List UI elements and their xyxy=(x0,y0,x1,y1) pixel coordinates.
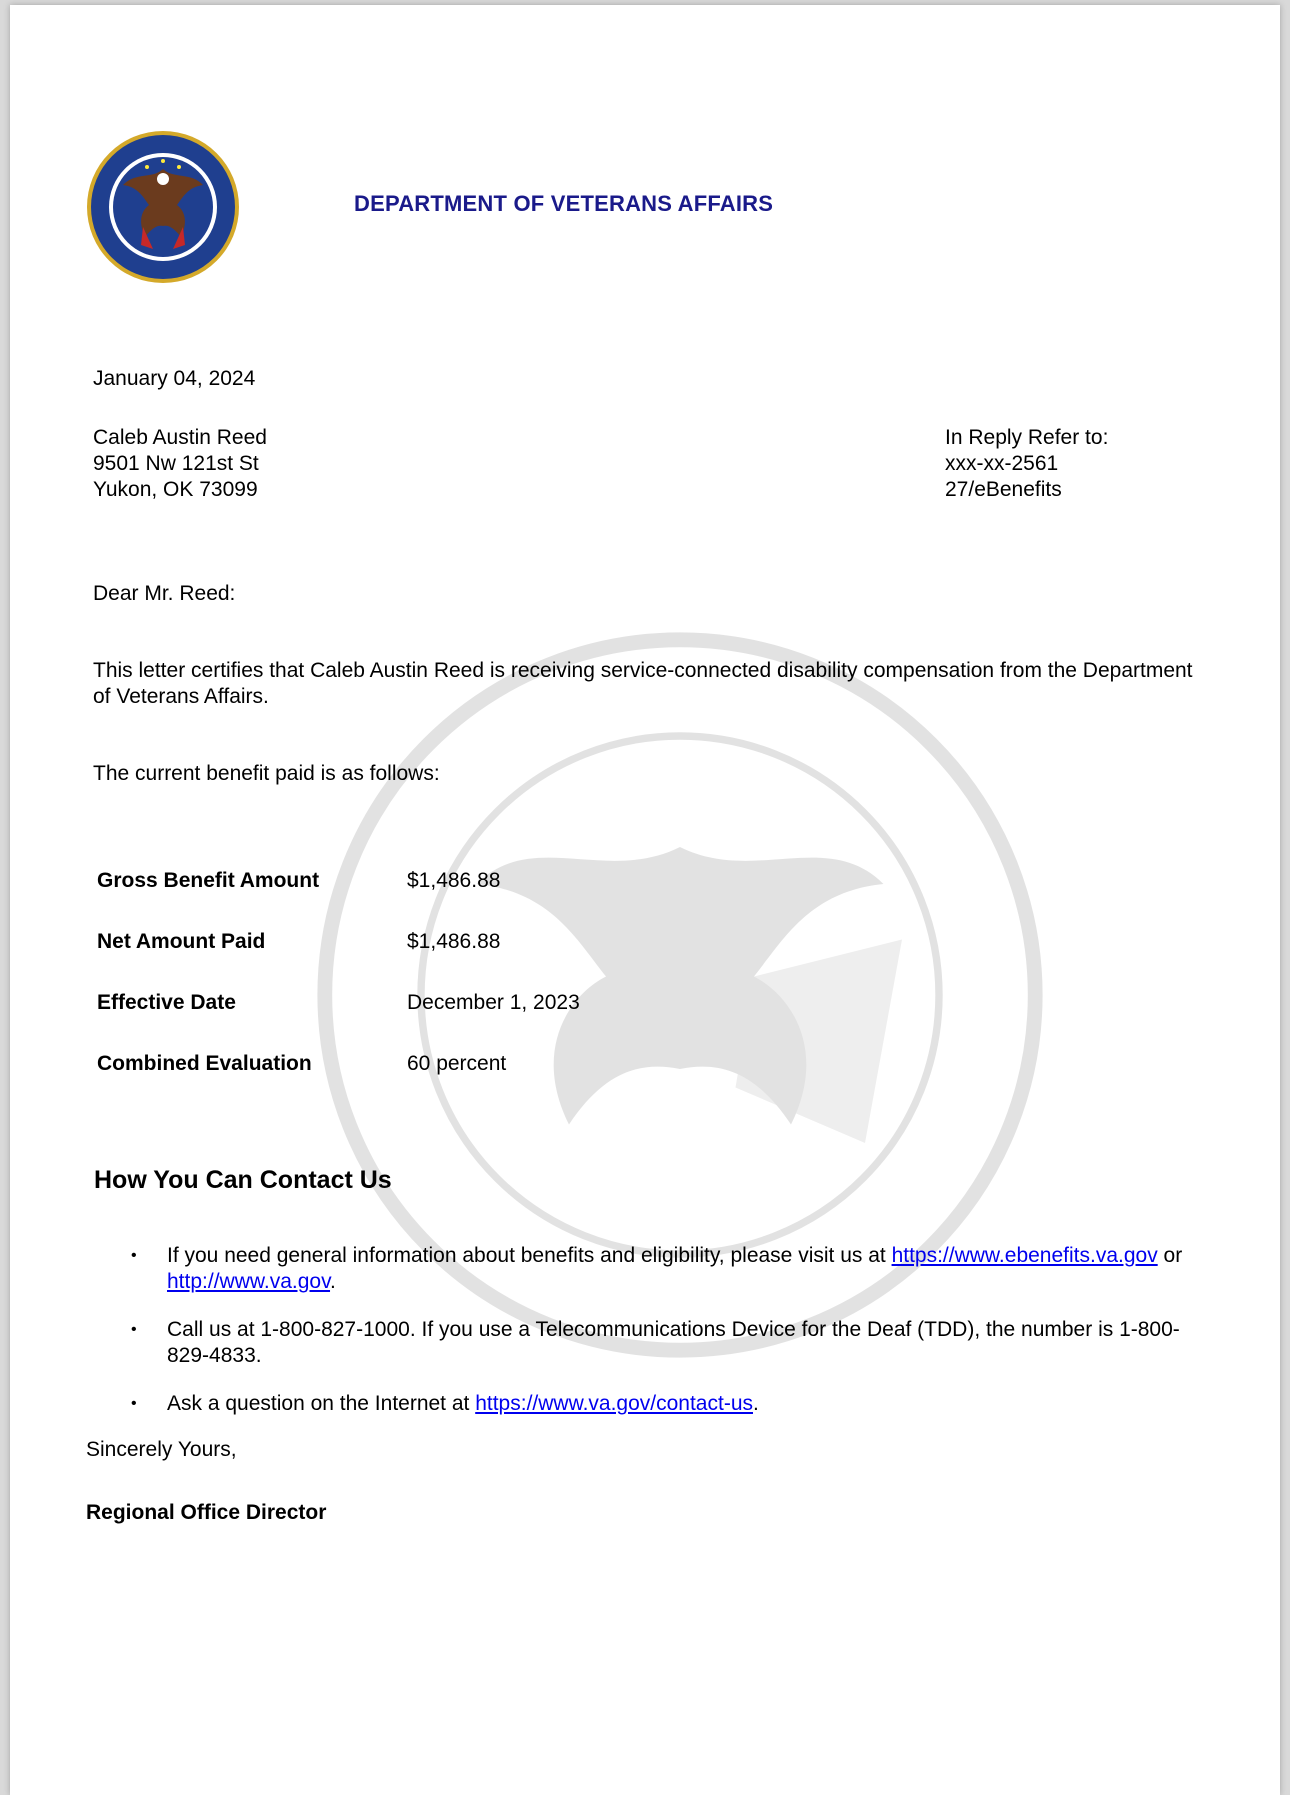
benefit-intro: The current benefit paid is as follows: xyxy=(93,762,440,785)
item2-text: Call us at 1-800-827-1000. If you use a Telecommunications Device for the Deaf (TDD), the number is 1-800-829-4833. xyxy=(167,1318,1180,1367)
ebenefits-link[interactable]: https://www.ebenefits.va.gov xyxy=(891,1244,1158,1267)
recipient-street: 9501 Nw 121st St xyxy=(93,452,259,475)
item1-end: . xyxy=(330,1270,336,1293)
va-gov-link[interactable]: http://www.va.gov xyxy=(167,1270,331,1293)
list-item xyxy=(125,1391,1205,1417)
benefit-value: December 1, 2023 xyxy=(407,990,580,1014)
recipient-name: Caleb Austin Reed xyxy=(93,426,267,449)
bullet-icon: • xyxy=(131,1321,137,1338)
list-item xyxy=(125,1317,1205,1369)
benefit-label: Effective Date xyxy=(97,990,236,1014)
table-row xyxy=(97,1033,580,1094)
reference-code: 27/eBenefits xyxy=(945,478,1062,501)
closing-sincerely: Sincerely Yours, xyxy=(86,1438,237,1461)
item1-text: If you need general information about benefits and eligibility, please visit us at xyxy=(167,1244,892,1267)
signature-title: Regional Office Director xyxy=(86,1501,327,1524)
benefit-table xyxy=(97,850,580,1094)
bullet-icon: • xyxy=(131,1395,137,1412)
letter-date: January 04, 2024 xyxy=(93,367,256,390)
benefit-value: 60 percent xyxy=(407,1051,507,1075)
salutation: Dear Mr. Reed: xyxy=(93,582,236,605)
item1-or: or xyxy=(1157,1244,1183,1267)
va-seal-logo xyxy=(83,127,243,287)
table-row xyxy=(97,972,580,1033)
list-item xyxy=(125,1243,1205,1295)
benefit-label: Combined Evaluation xyxy=(97,1051,312,1075)
recipient-city: Yukon, OK 73099 xyxy=(93,478,258,501)
bullet-icon: • xyxy=(131,1247,137,1264)
contact-list xyxy=(125,1243,1205,1439)
benefit-value: $1,486.88 xyxy=(407,868,501,892)
item3-text: Ask a question on the Internet at xyxy=(167,1392,476,1415)
item3-end: . xyxy=(753,1392,759,1415)
letter-page xyxy=(10,5,1280,1795)
benefit-label: Gross Benefit Amount xyxy=(97,868,320,892)
contact-us-link[interactable]: https://www.va.gov/contact-us xyxy=(475,1392,753,1415)
department-title: DEPARTMENT OF VETERANS AFFAIRS xyxy=(354,191,774,216)
table-row xyxy=(97,850,580,911)
benefit-label: Net Amount Paid xyxy=(97,929,266,953)
table-row xyxy=(97,911,580,972)
certification-paragraph: This letter certifies that Caleb Austin Reed is receiving service-connected disability compensation from the Department of Veterans Affairs. xyxy=(93,659,1193,708)
reference-file-number: xxx-xx-2561 xyxy=(945,452,1059,475)
recipient-address xyxy=(93,425,267,503)
reference-block xyxy=(945,425,1108,503)
benefit-value: $1,486.88 xyxy=(407,929,501,953)
reference-label: In Reply Refer to: xyxy=(945,426,1109,449)
contact-heading: How You Can Contact Us xyxy=(94,1166,392,1194)
